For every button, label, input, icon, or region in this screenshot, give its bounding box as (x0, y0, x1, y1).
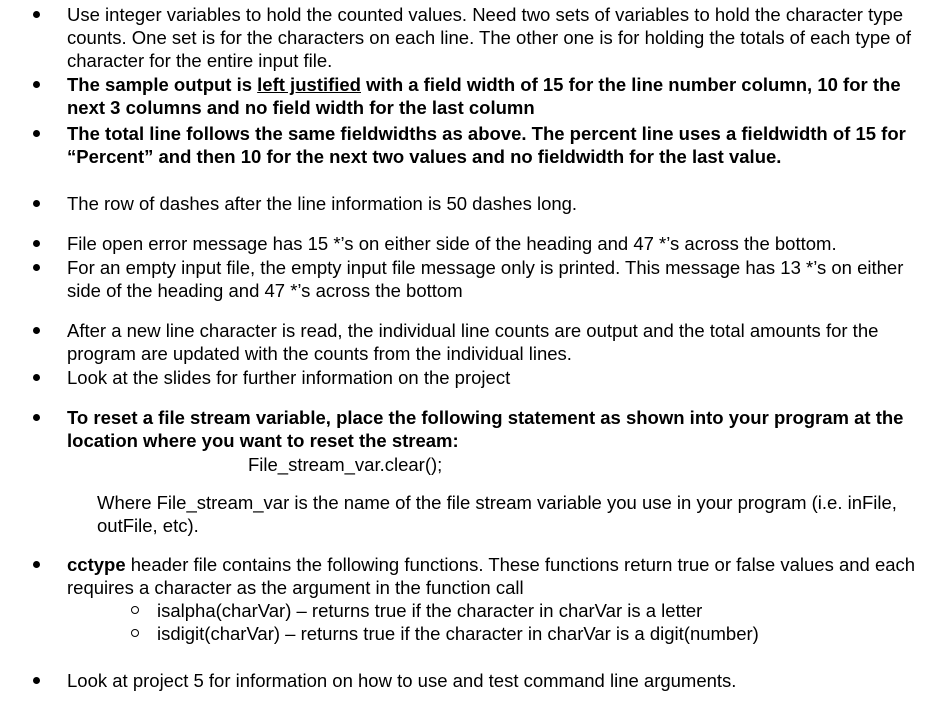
bullet-icon (33, 561, 40, 568)
sub-item-text: isdigit(charVar) – returns true if the character in charVar is a digit(number) (157, 623, 759, 644)
bullet-icon (33, 130, 40, 137)
item-text: File open error message has 15 *’s on either side of the heading and 47 *’s across the bottom. (67, 233, 837, 254)
bullet-icon (33, 11, 40, 18)
bullet-icon (33, 414, 40, 421)
item-text: Look at the slides for further information on the project (67, 367, 511, 388)
item-text: After a new line character is read, the individual line counts are output and the total amounts for the program are updated with the counts from the individual lines. (67, 320, 879, 364)
bullet-icon (33, 264, 40, 271)
item-text: The total line follows the same fieldwidths as above. The percent line uses a fieldwidth of 15 for “Percent” and then 10 for the next two values and no fieldwidth for the last value. (67, 123, 906, 167)
code-statement: File_stream_var.clear(); (248, 454, 443, 475)
bullet-icon (33, 200, 40, 207)
hollow-bullet-icon (131, 629, 139, 637)
bullet-icon (33, 240, 40, 247)
item-text-start: The sample output is (67, 74, 258, 95)
item-text (67, 553, 929, 599)
header-name: cctype (67, 554, 126, 575)
item-text: The row of dashes after the line information is 50 dashes long. (67, 193, 578, 214)
underlined-phrase: left justified (257, 74, 361, 95)
bullet-icon (33, 327, 40, 334)
item-text: To reset a file stream variable, place the following statement as shown into your program at the location where you want to reset the stream: (67, 407, 904, 451)
hollow-bullet-icon (131, 606, 139, 614)
item-text: For an empty input file, the empty input file message only is printed. This message has 13 *’s on either side of the heading and 47 *’s across the bottom (67, 257, 904, 301)
sub-item-text: isalpha(charVar) – returns true if the character in charVar is a letter (157, 600, 703, 621)
item-text: Look at project 5 for information on how to use and test command line arguments. (67, 670, 737, 691)
bullet-icon (33, 374, 40, 381)
bullet-icon (33, 677, 40, 684)
item-text: Use integer variables to hold the counted values. Need two sets of variables to hold the character type counts. One set is for the characters on each line. The other one is for holding the totals of each type of character for the entire input file. (67, 4, 911, 71)
item-text (67, 73, 929, 119)
statement-note: Where File_stream_var is the name of the file stream variable you use in your program (i.e. inFile, outFile, etc). (97, 492, 897, 536)
bullet-icon (33, 81, 40, 88)
item-text-end: with a field width of 15 for the line number column, 10 for the next 3 columns and no field width for the last column (67, 74, 901, 118)
item-text-end: header file contains the following functions. These functions return true or false values and each requires a character as the argument in the function call (67, 554, 916, 598)
